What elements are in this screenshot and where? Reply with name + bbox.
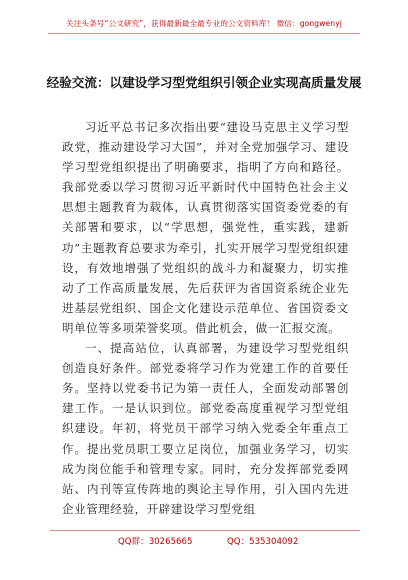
header-divider xyxy=(48,33,360,34)
page-footer xyxy=(0,530,408,548)
document-title: 经验交流：以建设学习型党组织引领企业实现高质量发展 xyxy=(46,75,362,90)
document-body xyxy=(62,117,349,519)
header-promo-text: 关注头条号“公文研究”，获得最新最全最专业的公文资料库！ 微信：gongwenyj xyxy=(66,19,342,28)
paragraph-intro: 习近平总书记多次指出要“建设马克思主义学习型政党，推动建设学习大国”，并对全党加强学习、建设学习型党组织提出了明确要求，指明了方向和路径。我部党委以学习贯彻习近平新时代中国特色社会主义思想主题教育为载体，认真贯彻落实国资委党委的有关部署和要求，以“学思想，强党性，重实践，建新功”主题教育总要求为牵引，扎实开展学习型党组织建设，有效地增强了党组织的战斗力和凝聚力，切实推动了工作高质量发展，先后获评为省国资系统企业先进基层党组织、国企文化建设示范单位、省国资委文明单位等多项荣誉奖项。借此机会，做一汇报交流。 xyxy=(62,120,349,335)
page-header xyxy=(0,0,408,36)
footer-qq-contact: QQ：535304092 xyxy=(227,537,299,547)
footer-qq-group: QQ群：30265665 xyxy=(118,537,193,547)
footer-divider xyxy=(50,530,360,531)
paragraph-section-one: 一、提高站位，认真部署，为建设学习型党组织创造良好条件。部党委将学习作为党建工作的首要任务。坚持以党委书记为第一责任人，全面发动部署创建工作。一是认识到位。部党委高度重视学习型党组织建设。年初，将党员干部学习纳入党委全年重点工作。提出党员职工要立足岗位，加强业务学习，切实成为岗位能手和管理专家。同时，充分发挥部党委网站、内刊等宣传阵地的舆论主导作用，引入国内先进企业管理经验，开辟建设学习型党组 xyxy=(62,341,349,516)
